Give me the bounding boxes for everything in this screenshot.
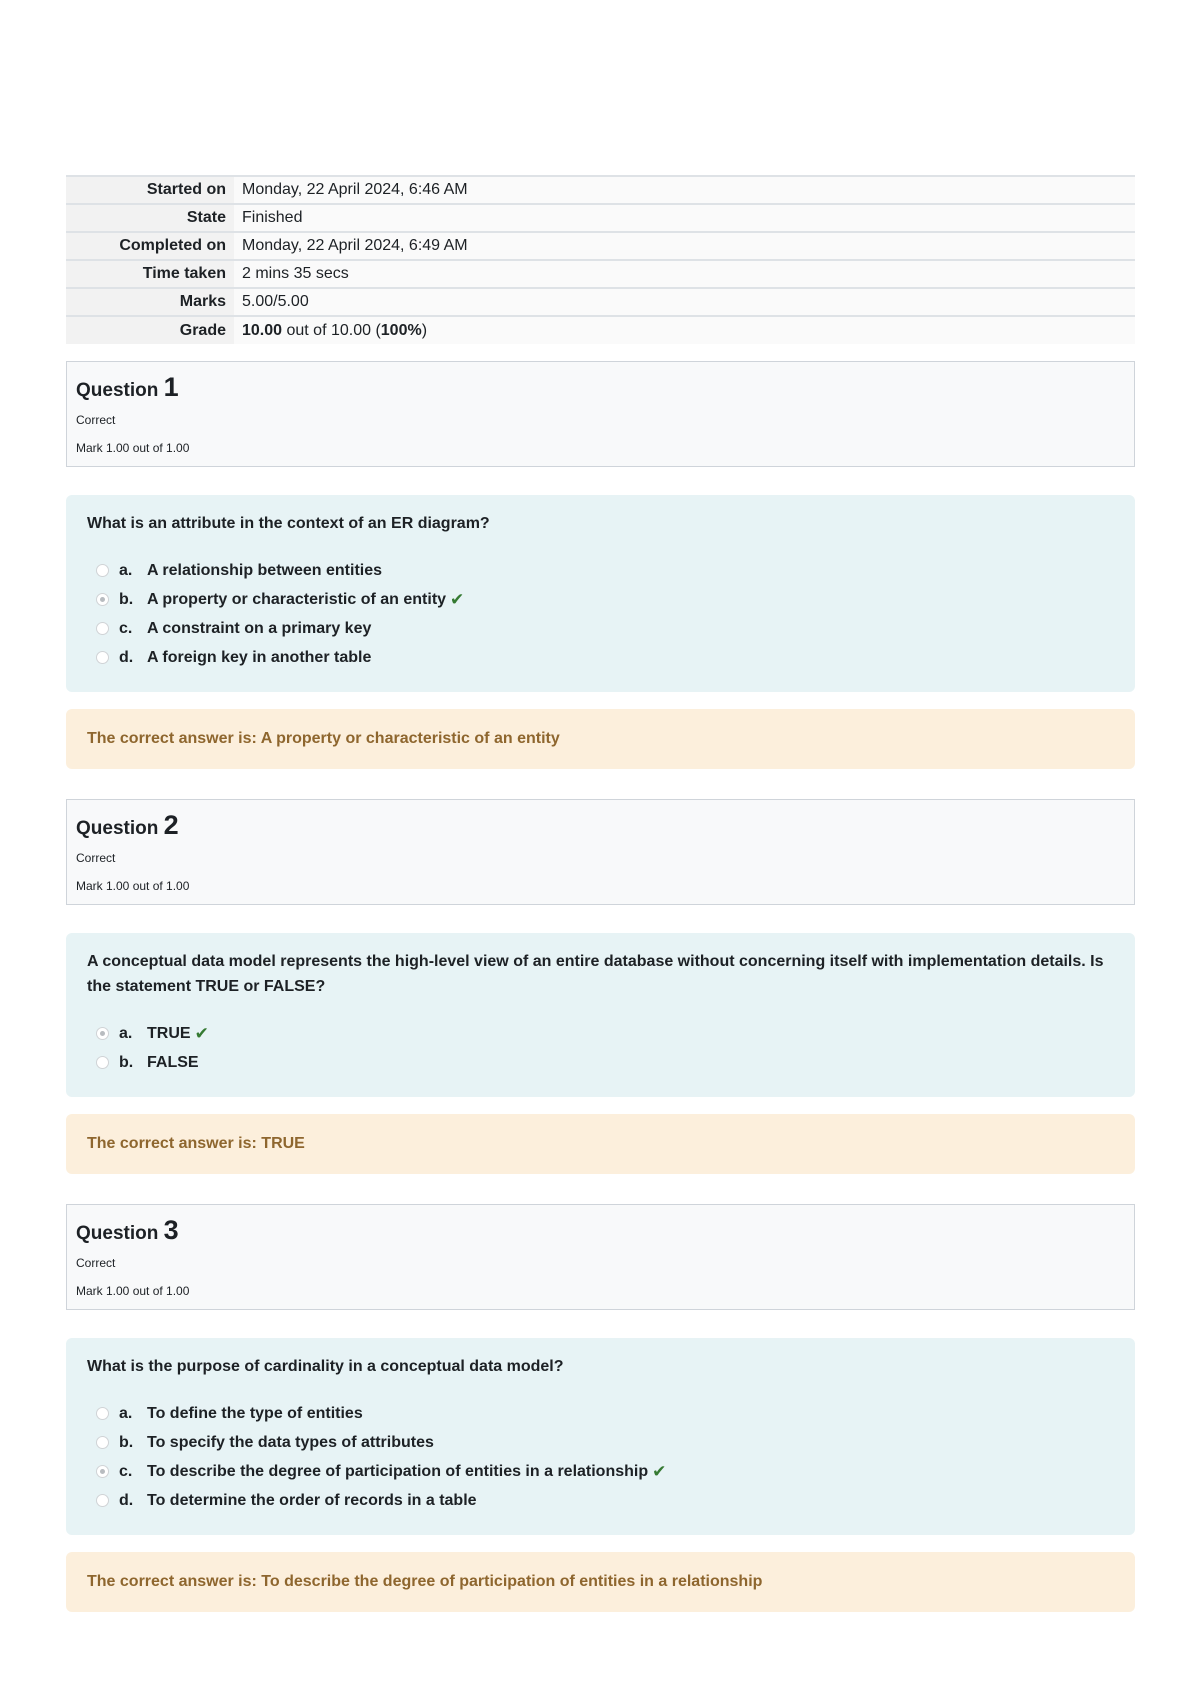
answer-text: A foreign key in another table (147, 648, 372, 666)
radio-button[interactable] (96, 1056, 109, 1069)
correct-answer-feedback: The correct answer is: A property or characteristic of an entity (66, 709, 1135, 769)
summary-value: Monday, 22 April 2024, 6:46 AM (234, 176, 1135, 204)
answer-letter: d. (119, 1491, 134, 1509)
answer-option[interactable] (87, 614, 1114, 643)
question-title (76, 1215, 1125, 1249)
answer-option[interactable] (87, 1428, 1114, 1457)
answer-letter: c. (119, 619, 133, 637)
question-heading: Question (76, 1223, 159, 1244)
question-number: 1 (163, 372, 179, 402)
question-state: Correct (76, 413, 116, 427)
summary-row-grade (66, 316, 1135, 344)
summary-value: 2 mins 35 secs (234, 260, 1135, 288)
question-formulation (66, 933, 1135, 1097)
question-info (66, 361, 1135, 467)
summary-value: Monday, 22 April 2024, 6:49 AM (234, 232, 1135, 260)
summary-row-state (66, 204, 1135, 232)
question-text: What is an attribute in the context of an ER diagram? (87, 515, 490, 532)
summary-label: Marks (66, 288, 234, 316)
summary-label: Started on (66, 176, 234, 204)
answer-option[interactable] (87, 1457, 1114, 1486)
summary-value: Finished (234, 204, 1135, 232)
question-text: What is the purpose of cardinality in a conceptual data model? (87, 1358, 564, 1375)
question-state: Correct (76, 851, 116, 865)
answer-letter: b. (119, 1053, 134, 1071)
answer-option[interactable] (87, 556, 1114, 585)
question-text: A conceptual data model represents the high-level view of an entire database without concerning itself with implementation details. Is the statement TRUE or FALSE? (87, 953, 1104, 995)
answer-option[interactable] (87, 585, 1114, 614)
summary-label: Completed on (66, 232, 234, 260)
radio-button[interactable] (96, 564, 109, 577)
answer-letter: c. (119, 1462, 133, 1480)
answer-letter: a. (119, 1024, 133, 1042)
radio-button-selected[interactable] (96, 1027, 109, 1040)
answer-text: TRUE (147, 1024, 191, 1042)
grade-text: out of 10.00 ( (282, 321, 381, 339)
grade-score: 10.00 (242, 321, 283, 339)
answer-option[interactable] (87, 643, 1114, 672)
correct-answer-feedback: The correct answer is: To describe the degree of participation of entities in a relationship (66, 1552, 1135, 1612)
grade-text-end: ) (421, 321, 428, 339)
question-state: Correct (76, 1256, 116, 1270)
radio-button[interactable] (96, 1494, 109, 1507)
summary-row-completed (66, 232, 1135, 260)
check-icon: ✔ (194, 1023, 209, 1043)
answer-text: A relationship between entities (147, 561, 383, 579)
answer-letter: d. (119, 648, 134, 666)
radio-button-selected[interactable] (96, 593, 109, 606)
answer-list (87, 1399, 1114, 1515)
answer-text: To determine the order of records in a table (147, 1491, 477, 1509)
question-number: 2 (163, 810, 179, 840)
question-mark: Mark 1.00 out of 1.00 (76, 879, 190, 893)
answer-text: A property or characteristic of an entity (147, 590, 447, 608)
answer-letter: b. (119, 590, 134, 608)
radio-button[interactable] (96, 1436, 109, 1449)
answer-option[interactable] (87, 1048, 1114, 1077)
answer-text: To describe the degree of participation of entities in a relationship (147, 1462, 649, 1480)
summary-row-marks (66, 288, 1135, 316)
radio-button[interactable] (96, 651, 109, 664)
quiz-review-page (66, 175, 1135, 1612)
summary-value: 5.00/5.00 (234, 288, 1135, 316)
answer-list (87, 556, 1114, 672)
check-icon: ✔ (652, 1461, 667, 1481)
answer-letter: b. (119, 1433, 134, 1451)
summary-value (234, 316, 1135, 344)
check-icon: ✔ (450, 589, 465, 609)
question-title (76, 372, 1125, 406)
answer-letter: a. (119, 1404, 133, 1422)
answer-option[interactable] (87, 1486, 1114, 1515)
summary-label: State (66, 204, 234, 232)
question-heading: Question (76, 818, 159, 839)
answer-letter: a. (119, 561, 133, 579)
answer-option[interactable] (87, 1399, 1114, 1428)
question-info (66, 799, 1135, 905)
answer-list (87, 1019, 1114, 1077)
radio-button-selected[interactable] (96, 1465, 109, 1478)
answer-text: FALSE (147, 1053, 199, 1071)
summary-label: Grade (66, 316, 234, 344)
answer-text: A constraint on a primary key (147, 619, 372, 637)
radio-button[interactable] (96, 622, 109, 635)
question-title (76, 810, 1125, 844)
answer-option[interactable] (87, 1019, 1114, 1048)
summary-label: Time taken (66, 260, 234, 288)
answer-text: To define the type of entities (147, 1404, 363, 1422)
radio-button[interactable] (96, 1407, 109, 1420)
question-heading: Question (76, 380, 159, 401)
question-mark: Mark 1.00 out of 1.00 (76, 441, 190, 455)
summary-row-started (66, 176, 1135, 204)
grade-percent: 100% (380, 321, 422, 339)
question-formulation (66, 1338, 1135, 1535)
answer-text: To specify the data types of attributes (147, 1433, 434, 1451)
question-number: 3 (163, 1215, 179, 1245)
question-info (66, 1204, 1135, 1310)
question-formulation (66, 495, 1135, 692)
summary-row-time-taken (66, 260, 1135, 288)
attempt-summary-table (66, 175, 1135, 344)
correct-answer-feedback: The correct answer is: TRUE (66, 1114, 1135, 1174)
question-mark: Mark 1.00 out of 1.00 (76, 1284, 190, 1298)
